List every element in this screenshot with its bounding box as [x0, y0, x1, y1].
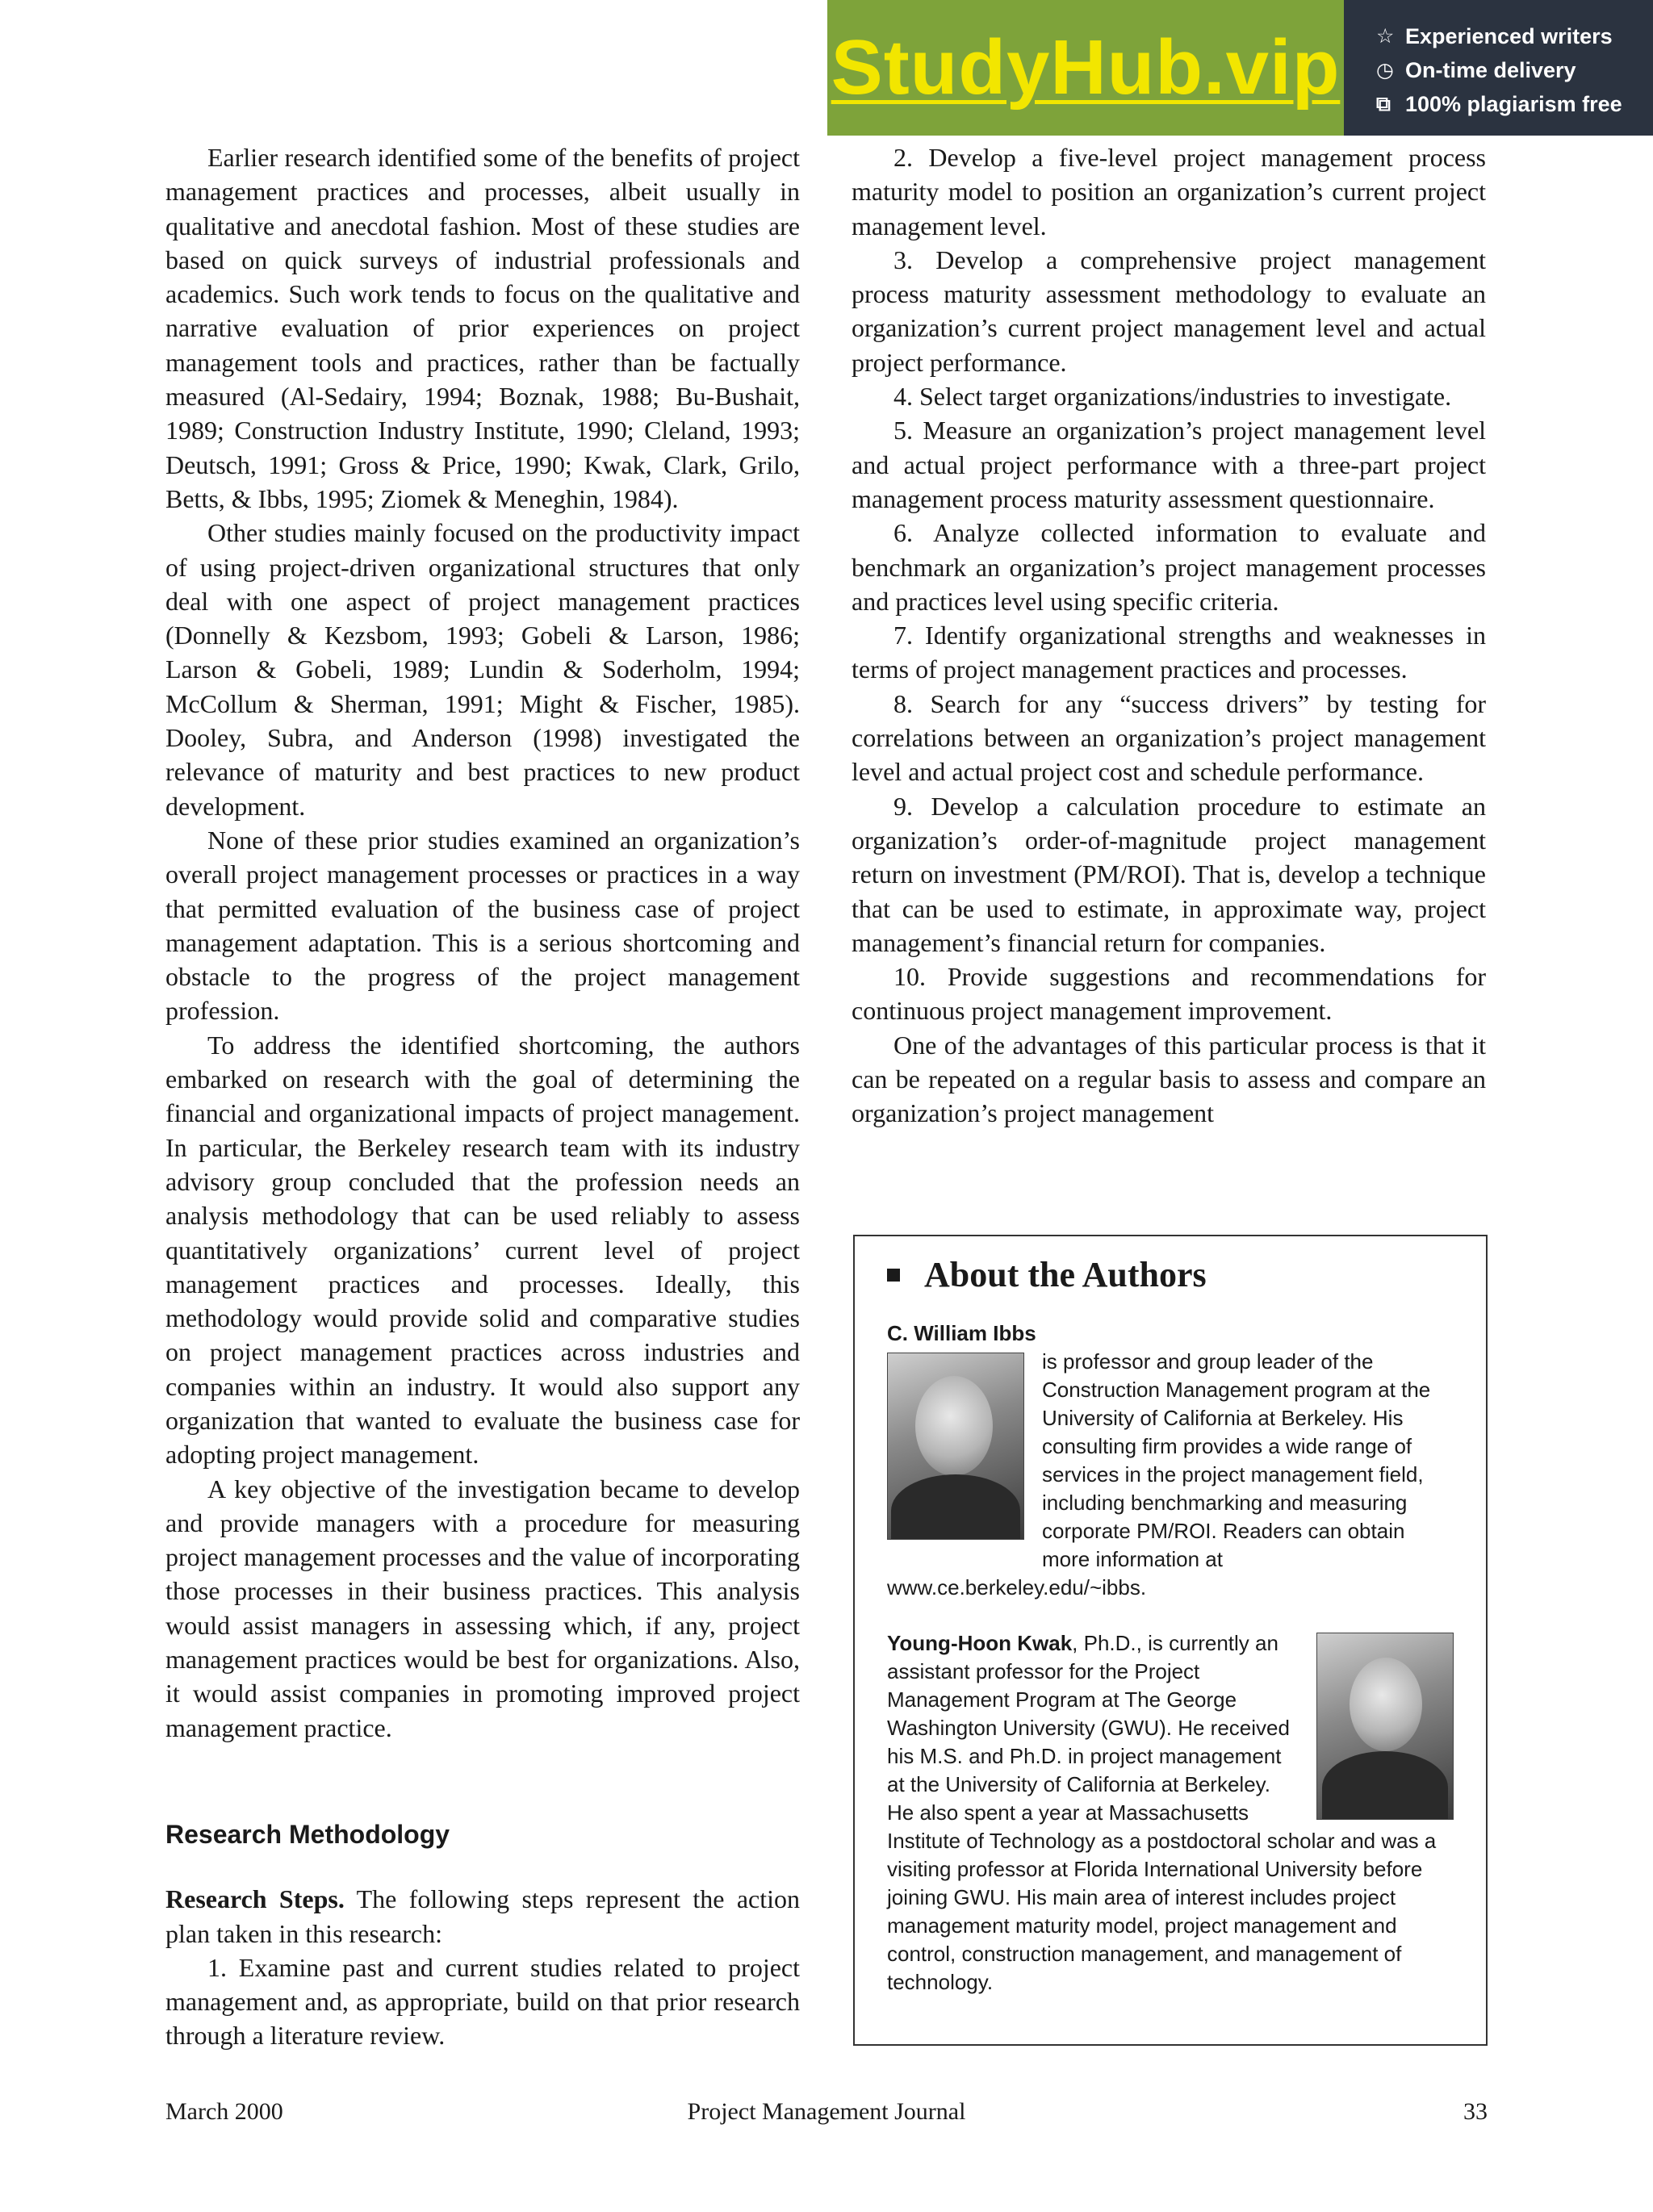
banner-features: [1344, 0, 1653, 136]
page-number: 33: [1463, 2098, 1488, 2125]
step-1: 1. Examine past and current studies related to project management and, as appropriate, build on that prior research through a literature review.: [165, 1952, 800, 2051]
paragraph-none-of-these: None of these prior studies examined an organization’s overall project management processes or practices in a way that permitted evaluation of the business case of project management adaptation. This is a serious shortcoming and obstacle to the progress of the project management profession.: [165, 825, 800, 1026]
left-column: [165, 140, 800, 2053]
feature-label: 100% plagiarism free: [1405, 91, 1622, 116]
banner-logo-area[interactable]: [827, 0, 1344, 136]
author-photo-ibbs: [887, 1353, 1024, 1540]
research-steps-intro: The following steps represent the action plan taken in this research:: [165, 1884, 801, 1948]
footer-journal: Project Management Journal: [687, 2098, 966, 2125]
step-5: 5. Measure an organization’s project management level and actual project performance with a three-part project management process maturity assessment questionnaire.: [852, 416, 1486, 513]
step-6: 6. Analyze collected information to evaluate and benchmark an organization’s project management processes and practices level using specific criteria.: [852, 518, 1486, 616]
feature-experienced-writers: [1376, 19, 1653, 53]
paragraph-research-steps: [165, 1882, 800, 1951]
photo-face: [915, 1376, 993, 1476]
step-4: 4. Select target organizations/industries to investigate.: [893, 382, 1452, 412]
paragraph-other-studies: Other studies mainly focused on the productivity impact of using project-driven organizational structures that only deal with one aspect of project management practices (Donnelly & Kezsbom, 1993; Gobeli & Larson, 1986; Larson & Gobeli, 1989; Lundin & Soderholm, 1994; McCollum & Sherman, 1991; Might & Fischer, 1985). Dooley, Subra, and Anderson (1998) investigated the relevance of maturity and best practices to new product development.: [165, 518, 800, 821]
photo-face: [1350, 1658, 1422, 1751]
step-8: 8. Search for any “success drivers” by testing for correlations between an organization’s project management level and actual project cost and schedule performance.: [852, 688, 1486, 787]
star-icon: ☆: [1376, 25, 1395, 48]
run-in-heading: Research Steps.: [165, 1884, 345, 1914]
bio-text-kwak: , Ph.D., is currently an assistant professor for the Project Management Program at The George Washington University (GWU). He received his M.S. and Ph.D. in project management at the University of California at Berkeley. He also spent a year at Massachusetts Institute of Technology as a postdoctoral scholar and was a visiting professor at Florida International University before joining GWU. His main area of interest includes project management maturity model, project management and control, construction management, and management of technology.: [887, 1631, 1437, 1994]
photo-shoulders: [1322, 1751, 1448, 1820]
bio-ibbs: [887, 1319, 1454, 1602]
step-9: 9. Develop a calculation procedure to estimate an organization’s order-of-magnitude project management return on investment (PM/ROI). That is, develop a technique that can be used to estimate, in approximate way, project management’s financial return for companies.: [852, 791, 1486, 957]
paragraph-to-address: To address the identified shortcoming, the authors embarked on research with the goal of determining the financial and organizational impacts of project management. In particular, the Berkeley research team with its industry advisory group concluded that the profession needs an analysis methodology that can be used reliably to assess quantitatively organizations’ current level of project management practices and processes. Ideally, this methodology would provide solid and comparative studies on project management practices across industries and companies within an industry. It would also support any organization that wanted to evaluate the business case for adopting project management.: [165, 1030, 800, 1470]
copy-icon: ⧉: [1376, 92, 1391, 115]
paragraph-key-objective: A key objective of the investigation became to develop and provide managers with a procedure for measuring project management processes and the value of incorporating those processes in their business practices. This analysis would assist managers in assessing which, if any, project management practices would be best for organizations. Also, it would assist companies in promoting improved project management practice.: [165, 1474, 800, 1742]
right-column: [852, 140, 1486, 1131]
feature-label: On-time delivery: [1405, 57, 1576, 82]
section-heading-research-methodology: Research Methodology: [165, 1819, 450, 1849]
author-name-kwak: Young-Hoon Kwak: [887, 1631, 1073, 1655]
photo-shoulders: [891, 1474, 1020, 1540]
feature-on-time-delivery: [1376, 53, 1653, 87]
author-photo-kwak: [1316, 1633, 1454, 1820]
feature-plagiarism-free: [1376, 87, 1653, 121]
feature-label: Experienced writers: [1405, 23, 1613, 48]
about-title: [887, 1255, 1454, 1294]
author-name-ibbs: C. William Ibbs: [887, 1321, 1036, 1345]
about-the-authors-box: [853, 1235, 1488, 2046]
step-10: 10. Provide suggestions and recommendations for continuous project management improvement.: [852, 962, 1486, 1026]
studyhub-logo[interactable]: StudyHub.vip: [831, 24, 1341, 111]
about-title-text: About the Authors: [924, 1255, 1207, 1294]
studyhub-banner[interactable]: [827, 0, 1653, 136]
step-7: 7. Identify organizational strengths and weaknesses in terms of project management practices and processes.: [852, 621, 1486, 684]
paragraph-advantages: One of the advantages of this particular process is that it can be repeated on a regular basis to assess and compare an organization’s project management: [852, 1030, 1486, 1128]
bio-text-ibbs: is professor and group leader of the Construction Management program at the University of California at Berkeley. His consulting firm provides a wide range of services in the project management field, including benchmarking and measuring corporate PM/ROI. Readers can obtain more information at www.ce.berkeley.edu/~ibbs.: [887, 1349, 1431, 1599]
footer-date: March 2000: [165, 2098, 283, 2125]
step-3: 3. Develop a comprehensive project management process maturity assessment methodology to evaluate an organization’s current project management level and actual project performance.: [852, 245, 1486, 377]
step-2: 2. Develop a five-level project management process maturity model to position an organization’s current project management level.: [852, 143, 1486, 240]
clock-icon: ◷: [1376, 59, 1394, 82]
bio-kwak: [887, 1629, 1454, 1997]
paragraph-earlier-research: Earlier research identified some of the benefits of project management practices and processes, albeit usually in qualitative and anecdotal fashion. Most of these studies are based on quick surveys of industrial professionals and academics. Such work tends to focus on the qualitative and narrative evaluation of prior experiences on project management tools and practices, rather than be factually measured (Al-Sedairy, 1994; Boznak, 1988; Bu-Bushait, 1989; Construction Industry Institute, 1990; Cleland, 1993; Deutsch, 1991; Gross & Price, 1990; Kwak, Clark, Grilo, Betts, & Ibbs, 1995; Ziomek & Meneghin, 1984).: [165, 143, 800, 513]
square-bullet-icon: [887, 1269, 900, 1282]
